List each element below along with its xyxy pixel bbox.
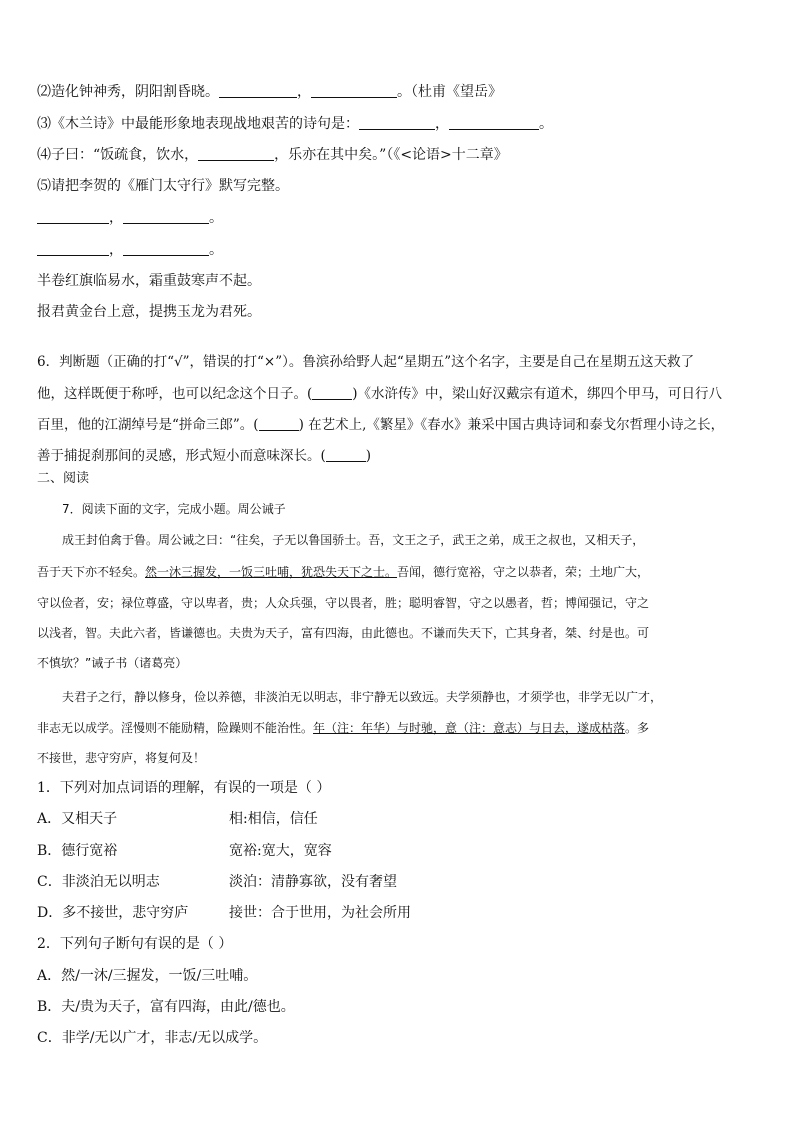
- option-d[interactable]: D．多不接世，悲守穷庐: [37, 905, 189, 921]
- underlined-sentence: 年（注：年华）与时驰，意（注：意志）与日去，遂成枯落: [313, 721, 626, 735]
- answer-blank[interactable]: [198, 146, 274, 161]
- option-b-gloss: 宽裕:宽大，宽容: [229, 843, 332, 859]
- option-c[interactable]: C．非淡泊无以明志: [37, 874, 160, 890]
- answer-blank[interactable]: [219, 83, 297, 98]
- question-5: ⑸请把李贺的《雁门太守行》默写完整。: [37, 178, 289, 194]
- sub-question-2-stem: 2．下列句子断句有误的是（ ）: [37, 936, 233, 952]
- answer-blank[interactable]: [37, 209, 109, 224]
- passage-1-line: 以浅者，智。夫此六者，皆谦德也。夫贵为天子，富有四海，由此德也。不谦而失天下，亡其身者，桀、纣是也。可: [37, 626, 650, 640]
- answer-blank[interactable]: [123, 241, 209, 256]
- answer-blank[interactable]: [326, 447, 366, 462]
- passage-2-line: 夫君子之行，静以修身，俭以养德，非淡泊无以明志，非宁静无以致远。夫学须静也，才须学也，非学无以广才，: [62, 690, 663, 704]
- option-d-gloss: 接世：合于世用，为社会所用: [229, 905, 411, 921]
- option-c-gloss: 淡泊：清静寡欲，没有奢望: [229, 874, 397, 890]
- passage-2-line: 非志无以成学。淫慢则不能励精，险躁则不能治性。年（注：年华）与时驰，意（注：意志）与日去，遂成枯落。多: [37, 721, 650, 735]
- poem-blank-line-1: ， 。: [37, 208, 223, 228]
- question-6-line-3: 百里，他的江湖绰号是“拼命三郎”。( ) 在艺术上,《繁星》《春水》兼采中国古典诗词和泰戈尔哲理小诗之长，: [37, 417, 725, 433]
- poem-blank-line-2: ， 。: [37, 240, 223, 260]
- answer-blank[interactable]: [312, 385, 352, 400]
- passage-1-line: 吾于天下亦不轻矣。然一沐三握发，一饭三吐哺，犹恐失天下之士。吾闻，德行宽裕，守之以恭者，荣；土地广大，: [37, 565, 650, 579]
- passage-1-line: 成王封伯禽于鲁。周公诫之曰：“往矣，子无以鲁国骄士。吾，文王之子，武王之弟，成王之叔也，又相天子，: [62, 533, 645, 547]
- answer-blank[interactable]: [37, 241, 109, 256]
- option-a-gloss: 相:相信，信任: [229, 811, 318, 827]
- poem-line-3: 半卷红旗临易水，霜重鼓寒声不起。: [37, 273, 261, 289]
- option-a[interactable]: A．然/一沐/三握发，一饭/三吐哺。: [37, 968, 258, 984]
- question-7-title: 7．阅读下面的文字，完成小题。周公诫子: [62, 502, 286, 516]
- question-2: ⑵造化钟神秀，阴阳割昏晓。 ， 。（杜甫《望岳》: [37, 84, 502, 100]
- answer-blank[interactable]: [359, 115, 435, 130]
- question-3: ⑶《木兰诗》中最能形象地表现战地艰苦的诗句是： ， 。: [37, 116, 553, 132]
- answer-blank[interactable]: [123, 209, 209, 224]
- answer-blank[interactable]: [259, 416, 299, 431]
- option-c[interactable]: C．非学/无以广才，非志/无以成学。: [37, 1030, 268, 1046]
- answer-blank[interactable]: [311, 83, 397, 98]
- answer-blank[interactable]: [449, 115, 539, 130]
- question-6-line-2: 他，这样既便于称呼，也可以纪念这个日子。( )《水浒传》中，梁山好汉戴宗有道术，绑四个甲马，可日行八: [37, 386, 723, 402]
- poem-line-4: 报君黄金台上意，提携玉龙为君死。: [37, 304, 261, 320]
- question-6-line-1: 6．判断题（正确的打“√”，错误的打“×”）。鲁滨孙给野人起“星期五”这个名字，主要是自己在星期五这天救了: [37, 354, 695, 370]
- option-b[interactable]: B．德行宽裕: [37, 843, 118, 859]
- question-6-line-4: 善于捕捉刹那间的灵感，形式短小而意味深长。( ): [37, 448, 372, 464]
- underlined-sentence: 然一沐三握发，一饭三吐哺，犹恐失天下之士。: [145, 565, 398, 579]
- option-a[interactable]: A．又相天子: [37, 811, 118, 827]
- sub-question-1-stem: 1．下列对加点词语的理解，有误的一项是（ ）: [37, 780, 331, 796]
- question-4: ⑷子曰：“饭疏食，饮水， ，乐亦在其中矣。”（《<论语>十二章》: [37, 147, 508, 163]
- option-b[interactable]: B．夫/贵为天子，富有四海，由此/德也。: [37, 999, 295, 1015]
- section-heading: 二、阅读: [37, 471, 90, 486]
- passage-1-line: 不慎欤？”诫子书（诸葛亮）: [37, 656, 188, 670]
- passage-2-line: 不接世，悲守穷庐，将复何及！: [37, 751, 206, 765]
- passage-1-line: 守以俭者，安；禄位尊盛，守以卑者，贵；人众兵强，守以畏者，胜；聪明睿智，守之以愚者，哲；博闻强记，守之: [37, 596, 650, 610]
